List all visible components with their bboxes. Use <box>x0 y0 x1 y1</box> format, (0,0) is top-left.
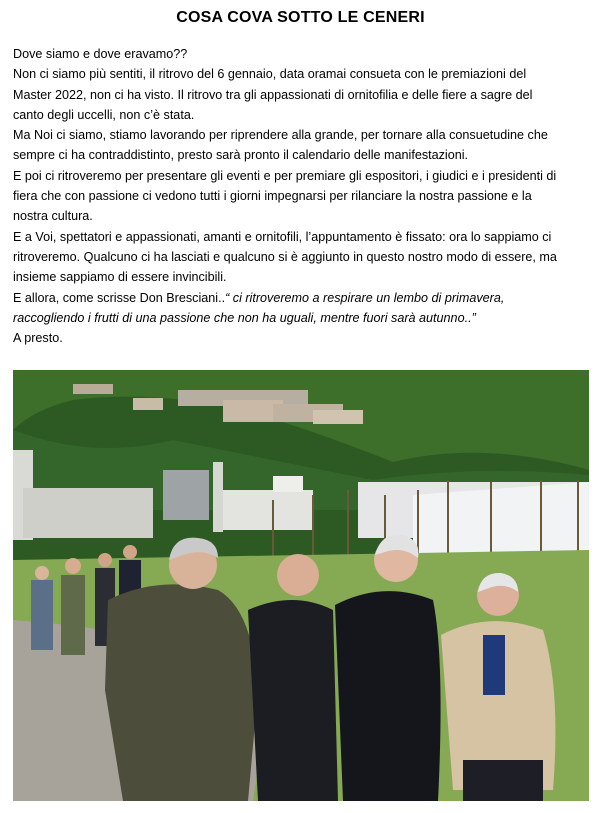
paragraph-line: E poi ci ritroveremo per presentare gli eventi e per premiare gli espositori, i giudici e i presidenti di <box>13 168 557 183</box>
paragraph-line: E a Voi, spettatori e appassionati, amanti e ornitofili, l’appuntamento è fissato: ora lo sappiamo ci <box>13 229 552 244</box>
paragraph-line: ritroveremo. Qualcuno ci ha lasciati e qualcuno si è aggiunto in questo nostro modo di essere, ma <box>13 249 557 264</box>
group-photo-illustration <box>13 370 589 801</box>
paragraph-line: sempre ci ha contraddistinto, presto sarà pronto il calendario delle manifestazioni. <box>13 148 469 163</box>
group-photo <box>13 370 589 801</box>
paragraph-line: Master 2022, non ci ha visto. Il ritrovo tra gli appassionati di ornitofilia e delle fiere a sagre del <box>13 87 533 102</box>
paragraph-line: canto degli uccelli, non c’è stata. <box>13 107 195 122</box>
paragraph-line: insieme sappiamo di essere invincibili. <box>13 270 227 285</box>
paragraph-line: fiera che con passione ci vedono tutti i giorni impegnarsi per rilanciare la nostra passione e la <box>13 189 532 204</box>
quote-line <box>13 288 593 308</box>
page-title: COSA COVA SOTTO LE CENERI <box>176 9 425 26</box>
closing-line: A presto. <box>13 331 63 346</box>
paragraph-line: Ma Noi ci siamo, stiamo lavorando per riprendere alla grande, per tornare alla consuetudine che <box>13 128 548 143</box>
quote-intro: E allora, come scrisse Don Bresciani.. <box>13 290 226 305</box>
quote-text: “ ci ritroveremo a respirare un lembo di primavera, <box>225 290 505 305</box>
paragraph-line: Dove siamo e dove eravamo?? <box>13 47 188 61</box>
paragraph-line: nostra cultura. <box>13 209 93 224</box>
paragraph-line: Non ci siamo più sentiti, il ritrovo del 6 gennaio, data oramai consueta con le premiazioni del <box>13 67 527 82</box>
article-body <box>13 44 593 348</box>
quote-text-continued: raccogliendo i frutti di una passione che non ha uguali, mentre fuori sarà autunno..” <box>13 310 476 325</box>
